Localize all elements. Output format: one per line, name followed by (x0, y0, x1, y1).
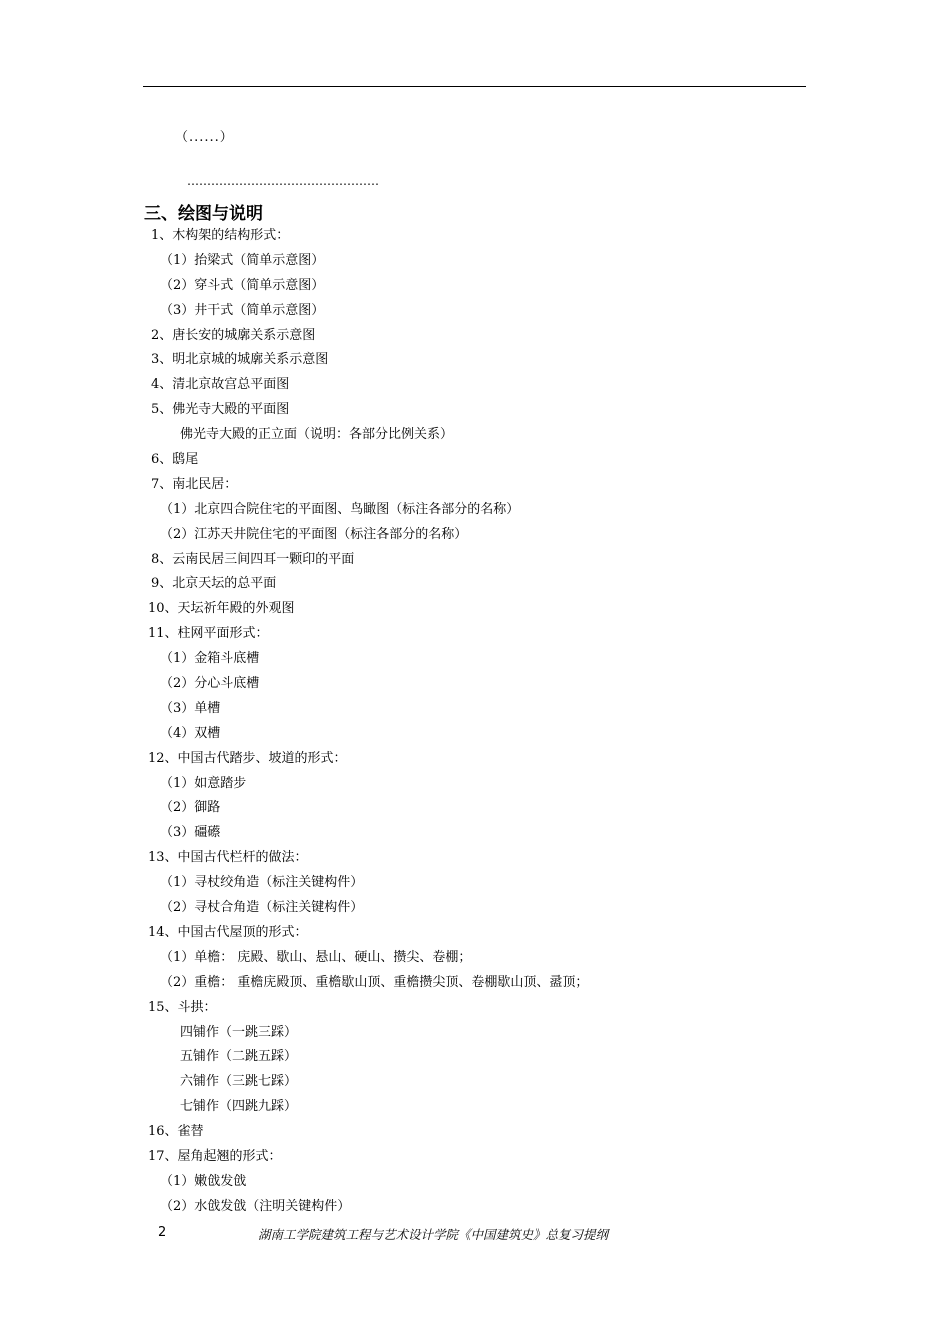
outline-item: 6、鸱尾 (151, 452, 199, 468)
outline-item: 3、明北京城的城廓关系示意图 (151, 352, 329, 368)
outline-list (0, 224, 950, 1220)
outline-item: 五铺作（二跳五踩） (180, 1049, 298, 1065)
outline-item: （3）礓礤 (160, 825, 221, 841)
outline-item: （1）如意踏步 (160, 775, 247, 791)
outline-item: （1）金箱斗底槽 (160, 651, 260, 667)
header-rule (143, 86, 806, 87)
footer-title: 湖南工学院建筑工程与艺术设计学院《中国建筑史》总复习提纲 (258, 1227, 609, 1242)
outline-item: 15、斗拱： (148, 999, 217, 1015)
outline-item: （2）寻杖合角造（标注关键构件） (160, 900, 364, 916)
page-number: 2 (158, 1225, 167, 1240)
outline-item: （2）重檐： 重檐庑殿顶、重檐歇山顶、重檐攒尖顶、卷棚歇山顶、盝顶； (160, 974, 589, 990)
section-heading: 三、绘图与说明 (144, 204, 263, 224)
outline-item: 11、柱网平面形式： (148, 626, 269, 642)
outline-item: 七铺作（四跳九踩） (180, 1099, 298, 1115)
outline-item: （1）寻杖绞角造（标注关键构件） (160, 875, 364, 891)
outline-item: （2）穿斗式（简单示意图） (160, 277, 325, 293)
outline-item: （1）抬梁式（简单示意图） (160, 252, 325, 268)
outline-item: （1）单檐： 庑殿、歇山、悬山、硬山、攒尖、卷棚； (160, 949, 472, 965)
outline-item: （4）双槽 (160, 725, 221, 741)
outline-item: 2、唐长安的城廓关系示意图 (151, 327, 316, 343)
outline-item: 10、天坛祈年殿的外观图 (148, 601, 295, 617)
outline-item: 16、雀替 (148, 1124, 204, 1140)
outline-item: 13、中国古代栏杆的做法： (148, 850, 308, 866)
outline-item: 4、清北京故宫总平面图 (151, 377, 290, 393)
outline-item: （2）江苏天井院住宅的平面图（标注各部分的名称） (160, 526, 468, 542)
outline-item: 六铺作（三跳七踩） (180, 1074, 298, 1090)
outline-item: 5、佛光寺大殿的平面图 (151, 402, 290, 418)
outline-item: （3）井干式（简单示意图） (160, 302, 325, 318)
outline-item: （3）单槽 (160, 700, 221, 716)
outline-item: 四铺作（一跳三踩） (180, 1024, 298, 1040)
dotted-line: ………………………………………… (187, 174, 379, 188)
outline-item: （1）北京四合院住宅的平面图、鸟瞰图（标注各部分的名称） (160, 501, 520, 517)
outline-item: 1、木构架的结构形式： (151, 228, 290, 243)
outline-item: 9、北京天坛的总平面 (151, 576, 277, 592)
outline-item: 17、屋角起翘的形式： (148, 1148, 282, 1164)
outline-item: 8、云南民居三间四耳一颗印的平面 (151, 551, 355, 567)
outline-item: 7、南北民居： (151, 476, 238, 492)
outline-item: 14、中国古代屋顶的形式： (148, 924, 308, 940)
outline-item: （1）嫩戗发戗 (160, 1173, 247, 1189)
outline-item: 佛光寺大殿的正立面（说明：各部分比例关系） (180, 427, 454, 443)
outline-item: （2）水戗发戗（注明关键构件） (160, 1198, 351, 1214)
outline-item: （2）分心斗底槽 (160, 676, 260, 692)
outline-item: （2）御路 (160, 800, 221, 816)
outline-item: 12、中国古代踏步、坡道的形式： (148, 750, 347, 766)
continuation-text: （......） (175, 130, 234, 145)
